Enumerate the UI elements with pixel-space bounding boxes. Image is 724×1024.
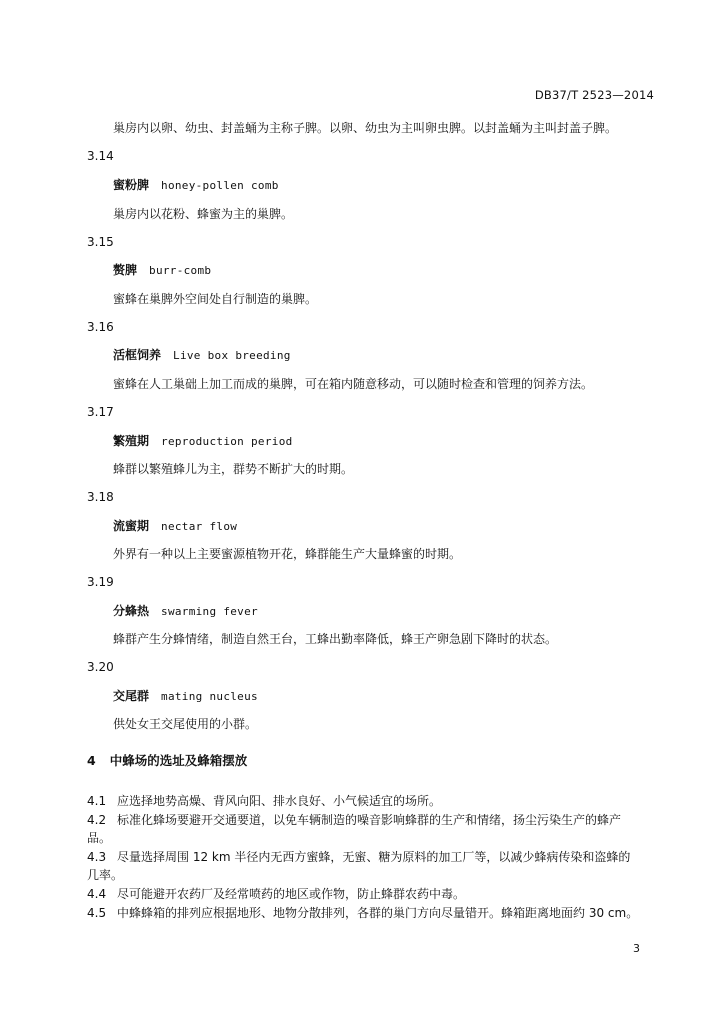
term-title xyxy=(113,262,211,279)
term-en: reproduction period xyxy=(161,435,293,448)
item-text-continuation: 品。 xyxy=(87,831,112,845)
term-en: burr-comb xyxy=(149,264,212,277)
term-cn: 繁殖期 xyxy=(113,434,150,448)
item-number: 4.2 xyxy=(87,813,107,827)
term-cn: 流蜜期 xyxy=(113,519,150,533)
term-en: swarming fever xyxy=(161,605,258,618)
item-text: 尽量选择周围 12 km 半径内无西方蜜蜂，无蜜、糖为原料的加工厂等，以减少蜂病传染和盗蜂的 xyxy=(117,850,631,864)
term-title xyxy=(113,177,279,194)
term-definition: 蜜蜂在人工巢础上加工而成的巢脾，可在箱内随意移动，可以随时检查和管理的饲养方法。 xyxy=(113,377,594,391)
item-text-continuation: 几率。 xyxy=(87,868,124,882)
list-item xyxy=(87,849,657,865)
term-en: nectar flow xyxy=(161,520,238,533)
item-number: 4.1 xyxy=(87,794,107,808)
term-number: 3.16 xyxy=(87,320,114,334)
item-number: 4.3 xyxy=(87,850,107,864)
term-cn: 活框饲养 xyxy=(113,348,162,362)
term-definition: 蜜蜂在巢脾外空间处自行制造的巢脾。 xyxy=(113,292,318,306)
item-text: 应选择地势高燥、背风向阳、排水良好、小气候适宜的场所。 xyxy=(117,794,442,808)
intro-definition: 巢房内以卵、幼虫、封盖蛹为主称子脾。以卵、幼虫为主叫卵虫脾。以封盖蛹为主叫封盖子脾。 xyxy=(113,121,618,135)
term-number: 3.19 xyxy=(87,575,114,589)
term-en: honey-pollen comb xyxy=(161,179,279,192)
term-definition: 供处女王交尾使用的小群。 xyxy=(113,717,258,731)
doc-code-header: DB37/T 2523—2014 xyxy=(534,88,654,102)
term-en: Live box breeding xyxy=(173,349,291,362)
term-cn: 赘脾 xyxy=(113,263,138,277)
section-number: 4 xyxy=(87,753,96,768)
term-title xyxy=(113,688,258,705)
term-en: mating nucleus xyxy=(161,690,258,703)
term-number: 3.15 xyxy=(87,235,114,249)
page-number: 3 xyxy=(633,942,640,955)
term-title xyxy=(113,347,291,364)
section-title: 中蜂场的选址及蜂箱摆放 xyxy=(109,753,248,768)
term-number: 3.17 xyxy=(87,405,114,419)
item-text: 尽可能避开农药厂及经常喷药的地区或作物，防止蜂群农药中毒。 xyxy=(117,887,466,901)
term-definition: 蜂群以繁殖蜂儿为主，群势不断扩大的时期。 xyxy=(113,462,354,476)
term-definition: 巢房内以花粉、蜂蜜为主的巢脾。 xyxy=(113,207,294,221)
list-item xyxy=(87,793,657,809)
section-heading xyxy=(87,753,247,769)
item-number: 4.5 xyxy=(87,906,107,920)
term-cn: 分蜂热 xyxy=(113,604,150,618)
term-number: 3.18 xyxy=(87,490,114,504)
list-item xyxy=(87,812,657,828)
term-title xyxy=(113,518,237,535)
term-definition: 外界有一种以上主要蜜源植物开花，蜂群能生产大量蜂蜜的时期。 xyxy=(113,547,462,561)
term-number: 3.20 xyxy=(87,660,114,674)
term-definition: 蜂群产生分蜂情绪，制造自然王台，工蜂出勤率降低，蜂王产卵急剧下降时的状态。 xyxy=(113,632,558,646)
term-cn: 交尾群 xyxy=(113,689,150,703)
item-number: 4.4 xyxy=(87,887,107,901)
term-cn: 蜜粉脾 xyxy=(113,178,150,192)
list-item xyxy=(87,886,657,902)
item-text: 标准化蜂场要避开交通要道，以免车辆制造的噪音影响蜂群的生产和情绪，扬尘污染生产的蜂产 xyxy=(117,813,622,827)
list-item xyxy=(87,905,657,921)
term-number: 3.14 xyxy=(87,149,114,163)
term-title xyxy=(113,433,293,450)
term-title xyxy=(113,603,258,620)
item-text: 中蜂蜂箱的排列应根据地形、地物分散排列，各群的巢门方向尽量错开。蜂箱距离地面约 30 cm。 xyxy=(117,906,639,920)
